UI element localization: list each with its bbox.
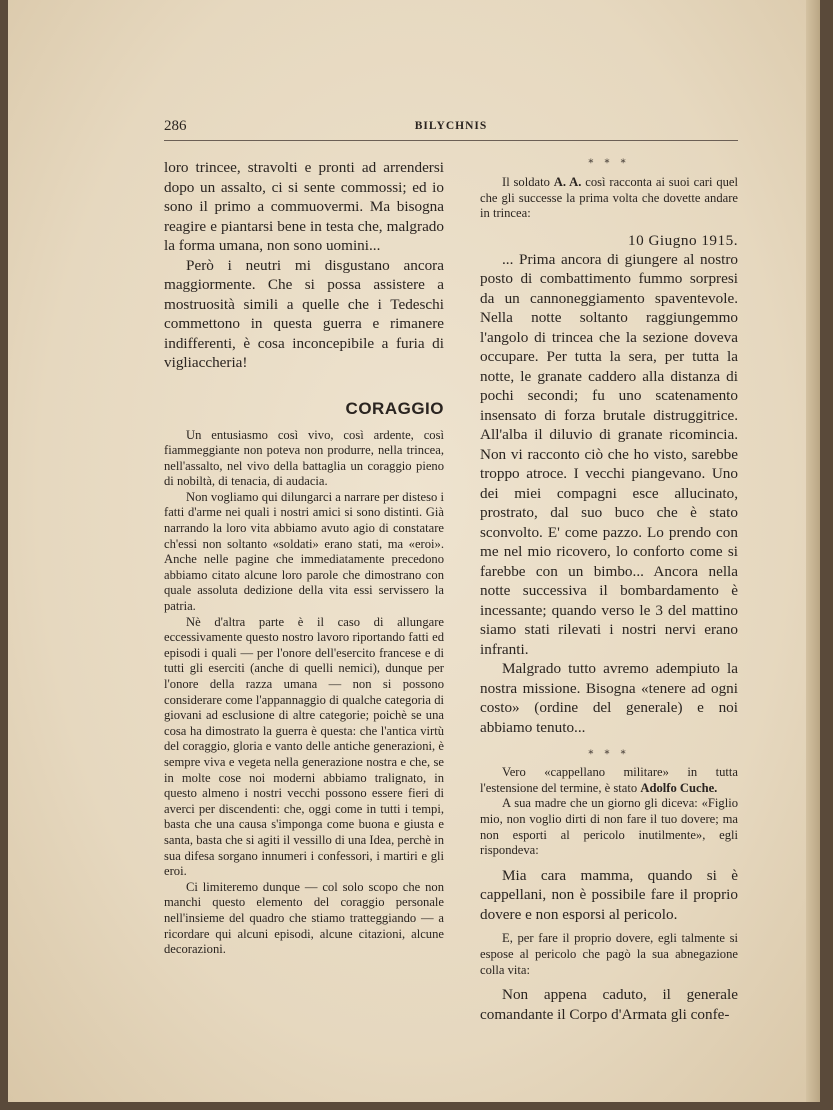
paragraph: A sua madre che un giorno gli diceva: «Figlio mio, non voglio dirti di non fare il tuo dovere; ma non esporti al pericolo inutilmente», egli rispondeva: xyxy=(480,796,738,858)
chaplain-name: Adolfo Cuche. xyxy=(640,780,718,795)
section-separator: * * * xyxy=(588,158,630,169)
paragraph: Non appena caduto, il generale comandante il Corpo d'Armata gli confe- xyxy=(480,986,738,1023)
paragraph xyxy=(480,765,738,796)
page-edge xyxy=(806,0,820,1102)
intro-text: così racconta ai suoi cari quel che gli successe la prima volta che dovette andare in trincea: xyxy=(480,175,738,221)
soldier-name: A. A. xyxy=(553,175,582,189)
paragraph: E, per fare il proprio dovere, egli talmente si espose al pericolo che pagò la sua abnegazione colla vita: xyxy=(480,931,738,977)
letter-paragraph: Malgrado tutto avremo adempiuto la nostra missione. Bisogna «tenere ad ogni costo» (ordine del generale) e noi abbiamo tenuto... xyxy=(480,660,738,736)
section-title: CORAGGIO xyxy=(345,398,444,418)
letter-date: 10 Giugno 1915. xyxy=(627,231,738,249)
paragraph: Un entusiasmo così vivo, così ardente, così fiammeggiante non poteva non produrre, nella trincea, nell'assalto, nel vivo della battaglia un coraggio pieno di nobiltà, di tenacia, di audacia. xyxy=(164,427,444,489)
intro-paragraph xyxy=(480,175,738,222)
running-head: BILYCHNIS xyxy=(414,120,488,132)
paragraph: Nè d'altra parte è il caso di allungare eccessivamente questo nostro lavoro riportando fatti ed episodi i quali — per l'onore dell'esercito francese e di tutti gli eserciti (anche di quelli nemici), dunque per l'onore della razza umana — non si possono considerare come l'appannaggio di qualche categoria di giovani ad esclusione di altre categorie; poichè se una cosa ha dimostrato la guerra è questa: che l'antica virtù del coraggio, gloria e vanto delle antiche generazioni, è sempre viva e vegeta nella generazione nostra e che, se in molte cose noi moderni abbiamo tralignato, in questo almeno i nostri vecchi possono essere fieri di averci per discendenti: che, oggi come in tutti i tempi, basta che una causa s'imponga come buona e giusta e santa, basta che si agiti il vessillo di una Idea, perchè in sua difesa sorgano innumeri i confessori, i martiri e gli eroi. xyxy=(164,614,444,879)
book-page xyxy=(8,0,820,1102)
paragraph: loro trincee, stravolti e pronti ad arrendersi dopo un assalto, ci si sente commossi; ed io sono il primo a commuovermi. Ma bisogna reagire e piantarsi bene in testa che, malgrado la forma umana, non sono uomini... xyxy=(164,159,444,254)
paragraph: Non vogliamo qui dilungarci a narrare per disteso i fatti d'arme nei quali i nostri amici si sono distinti. Già narrando la loro vita abbiamo avuto agio di constatare ch'essi non soltanto «soldati» erano stati, ma «eroi». Anche nelle pagine che immediatamente precedono abbiamo citato alcune loro parole che dimostrano con quale assoluta dedizione della vita essi servissero la patria. xyxy=(164,489,444,614)
letter-paragraph: ... Prima ancora di giungere al nostro posto di combattimento fummo sorpresi da un cannoneggiamento spaventevole. Nella notte soltanto raggiungemmo l'angolo di trincea che la sezione doveva occupare. Per tutta la sera, per tutta la notte, le granate caddero alla distanza di pochi secondi; fu uno scatenamento insensato di forza brutale distruggitrice. All'alba il diluvio di granate ricomincia. Non vi racconto ciò che ho visto, sarebbe troppo atroce. I vecchi piangevano. Uno dei miei compagni esce allucinato, prostrato, dal suo buco che è stato sconvolto. E' come pazzo. Lo prendo con me nel mio ricovero, lo conforto come si farebbe con un bimbo... Ancora nella notte successiva il bombardamento è incessante; quando verso le 3 del mattino siamo stati rilevati i nostri nervi erano infranti. xyxy=(480,250,738,658)
page-header xyxy=(164,118,738,141)
right-column xyxy=(480,158,738,1024)
paragraph: Ci limiteremo dunque — col solo scopo che non manchi questo elemento del coraggio personale nell'insieme del quadro che stiamo tratteggiando — a ricordare qui alcuni episodi, alcune citazioni, alcune decorazioni. xyxy=(164,879,444,957)
section-separator: * * * xyxy=(588,749,630,761)
paragraph-text: Vero «cappellano militare» in tutta l'estensione del termine, è stato xyxy=(480,765,738,795)
page-number: 286 xyxy=(164,118,187,134)
intro-text: Il soldato xyxy=(502,175,550,189)
paragraph: Però i neutri mi disgustano ancora maggiormente. Che si possa assistere a mostruosità simili a quelle che i Tedeschi commettono in questa guerra e rimanere indifferenti, è cosa inconcepibile a furia di vigliaccheria! xyxy=(164,256,444,371)
left-column xyxy=(164,158,444,958)
quote-paragraph: Mia cara mamma, quando si è cappellani, non è possibile fare il proprio dovere e non esporsi al pericolo. xyxy=(480,866,738,923)
